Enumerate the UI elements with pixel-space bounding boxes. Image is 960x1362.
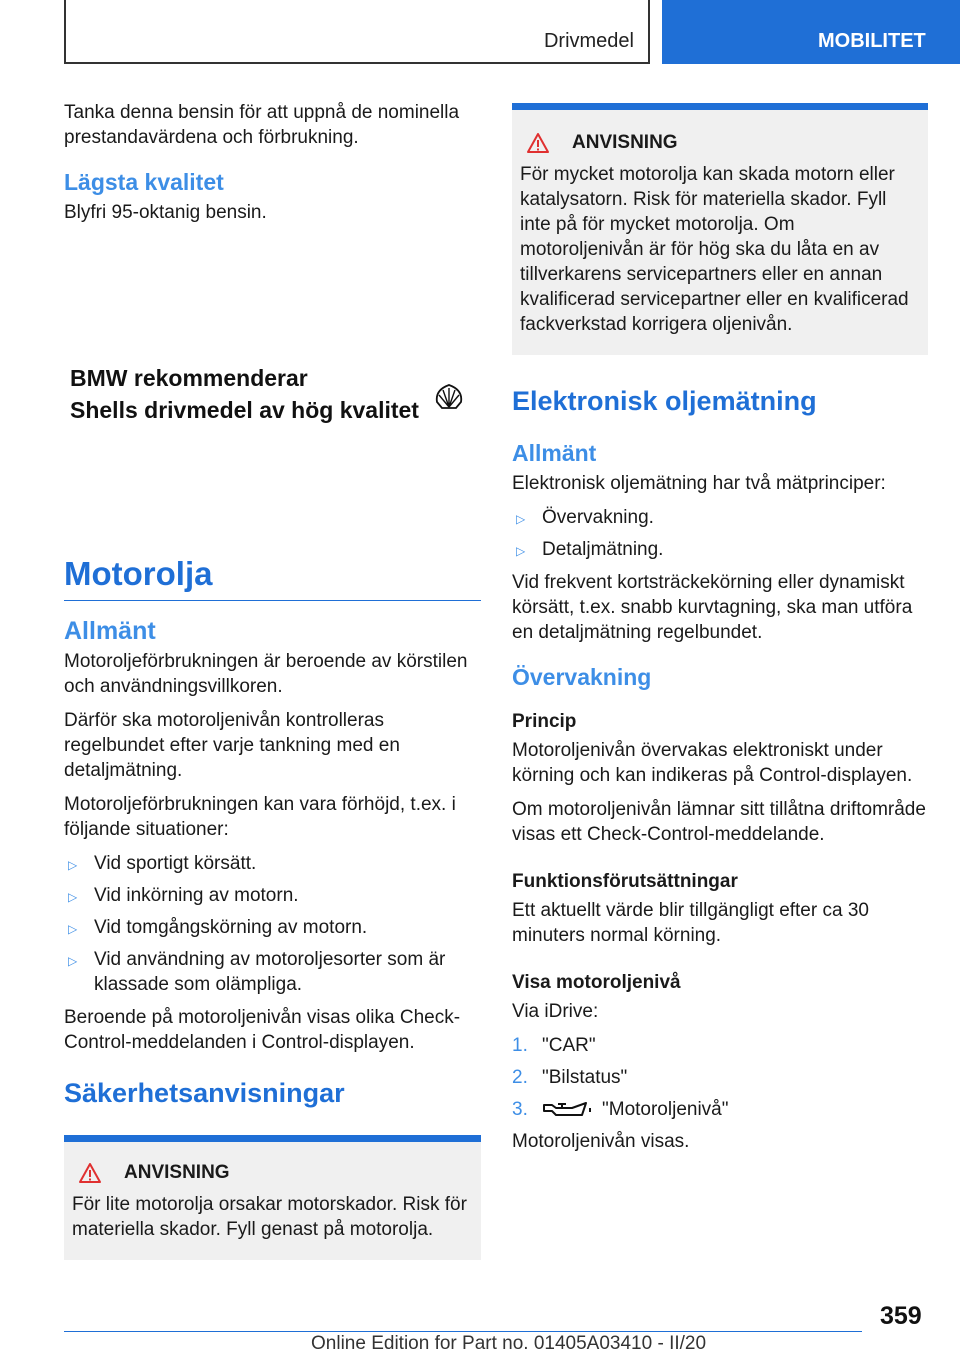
allmant-heading-right: Allmänt	[512, 440, 597, 466]
right-paragraph-5: Ett aktuellt värde blir tillgängligt efter ca 30 minuters normal körning.	[512, 900, 869, 946]
shell-recommendation-logo	[64, 234, 481, 524]
right-paragraph-3: Motoroljenivån övervakas elektroniskt under körning och kan indikeras på Control-displayen.	[512, 740, 913, 786]
left-paragraph-2: Därför ska motoroljenivån kontrolleras regelbundet efter varje tankning med en detaljmätning.	[64, 710, 400, 781]
funk-heading: Funktionsförutsättningar	[512, 871, 738, 892]
notice-label-left: ANVISNING	[124, 1162, 230, 1183]
notice-head-left	[72, 1162, 473, 1184]
oil-can-icon	[542, 1098, 594, 1118]
footer-edition: Online Edition for Part no. 01405A03410 - II/20	[311, 1333, 707, 1354]
header-chapter-box	[662, 0, 960, 64]
motorolja-heading: Motorolja	[64, 555, 213, 592]
min-quality-text: Blyfri 95-oktanig bensin.	[64, 202, 267, 223]
right-column	[512, 103, 928, 1163]
idrive-steps	[512, 1033, 928, 1122]
triangle-bullet-icon: ▷	[68, 890, 78, 904]
triangle-bullet-icon: ▷	[516, 512, 526, 526]
list-item: ▷ Vid användning av motoroljesorter som är klassade som olämpliga.	[68, 949, 446, 995]
triangle-bullet-icon: ▷	[68, 922, 78, 936]
warning-triangle-icon	[78, 1162, 102, 1184]
left-paragraph-1: Motoroljeförbrukningen är beroende av körstilen och användningsvillkoren.	[64, 651, 468, 697]
header-chapter-label: MOBILITET	[818, 30, 926, 52]
list-item: ▷ Vid tomgångskörning av motorn.	[64, 915, 481, 940]
final-text: Motoroljenivån visas.	[512, 1131, 690, 1152]
list-item: ▷ Detaljmätning.	[512, 537, 928, 562]
intro-paragraph: Tanka denna bensin för att uppnå de nominella prestandavärdena och förbrukning.	[64, 102, 460, 148]
triangle-bullet-icon: ▷	[68, 954, 78, 968]
right-paragraph-2: Vid frekvent kortsträckekörning eller dynamiskt körsätt, t.ex. snabb kurvtagning, ska man utföra en detaljmätning regelbundet.	[512, 572, 913, 643]
notice-text-right: För mycket motorolja kan skada motorn eller katalysatorn. Risk för materiella skador. Fyll inte på för mycket motorolja. Om motoroljenivån är för hög ska du låta en av tillverkarens servicepartners eller en annan kvalificerad servicepartner eller en kvalificerad fackverkstad korrigera oljenivån.	[520, 164, 909, 335]
elec-oil-heading: Elektronisk oljemätning	[512, 386, 817, 416]
list-item: 2. "Bilstatus"	[512, 1067, 628, 1088]
header-section-label: Drivmedel	[543, 30, 634, 52]
principle-list	[512, 505, 928, 562]
logo-line-1: BMW rekommenderar	[70, 365, 308, 391]
min-quality-heading: Lägsta kvalitet	[64, 169, 224, 195]
notice-head-right	[520, 132, 920, 154]
triangle-bullet-icon: ▷	[68, 858, 78, 872]
safety-heading: Säkerhetsanvisningar	[64, 1078, 345, 1108]
via-idrive: Via iDrive:	[512, 1001, 599, 1022]
motorolja-heading-wrap	[64, 554, 481, 601]
notice-box-right	[512, 103, 928, 355]
notice-box-left	[64, 1135, 481, 1260]
notice-label-right: ANVISNING	[572, 132, 678, 153]
shell-logo-icon	[434, 382, 464, 412]
page-number: 359	[880, 1302, 922, 1330]
left-paragraph-4: Beroende på motoroljenivån visas olika Check-Control-meddelanden i Control-displayen.	[64, 1007, 461, 1053]
princip-heading: Princip	[512, 711, 577, 732]
header-section-box	[64, 0, 650, 64]
list-item: ▷ Övervakning.	[512, 505, 928, 530]
left-paragraph-3: Motoroljeförbrukningen kan vara förhöjd, t.ex. i följande situationer:	[64, 794, 456, 840]
list-item: ▷ Vid sportigt körsätt.	[64, 851, 481, 876]
list-item: 1. "CAR"	[512, 1035, 596, 1056]
list-item: 3. "Motoroljenivå"	[512, 1099, 729, 1120]
triangle-bullet-icon: ▷	[516, 544, 526, 558]
notice-text-left: För lite motorolja orsakar motorskador. Risk för materiella skador. Fyll genast på motorolja.	[72, 1194, 467, 1240]
list-item: ▷ Vid inkörning av motorn.	[64, 883, 481, 908]
right-paragraph-4: Om motoroljenivån lämnar sitt tillåtna driftområde visas ett Check-Control-meddelande.	[512, 799, 926, 845]
left-column	[64, 100, 481, 1260]
warning-triangle-icon	[526, 132, 550, 154]
footer-rule	[64, 1331, 862, 1332]
logo-line-2: Shells drivmedel av hög kvalitet	[70, 397, 419, 423]
allmant-heading-left: Allmänt	[64, 617, 156, 645]
overvakning-heading: Övervakning	[512, 664, 652, 690]
situation-list	[64, 851, 481, 997]
visa-heading: Visa motoroljenivå	[512, 972, 681, 993]
logo-text	[70, 362, 419, 426]
right-paragraph-1: Elektronisk oljemätning har två mätprinciper:	[512, 473, 886, 494]
